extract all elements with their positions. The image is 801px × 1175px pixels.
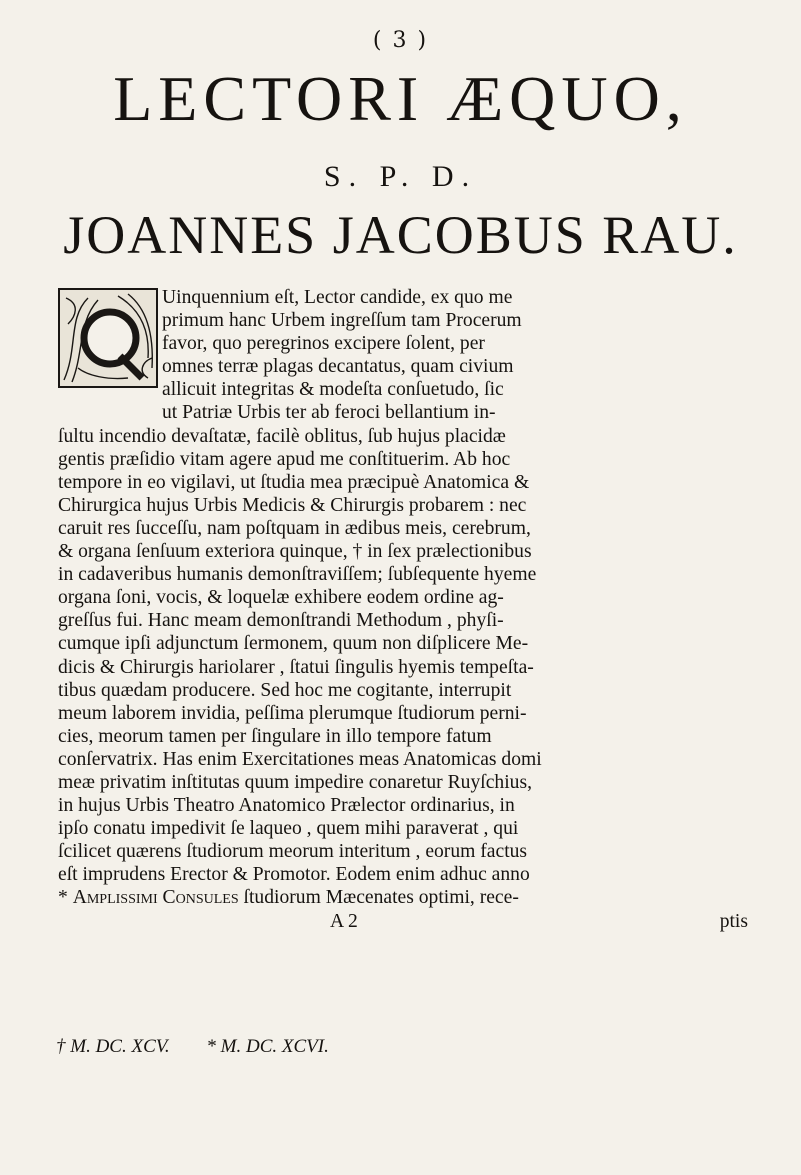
page-title: LECTORI ÆQUO,: [113, 63, 688, 134]
text-line: primum hanc Urbem ingreſſum tam Procerum: [162, 310, 522, 332]
page-number: ( 3 ): [372, 28, 429, 53]
text-line: in cadaveribus humanis demonſtraviſſem; ſubſequente hyeme: [58, 564, 537, 586]
signature-line: [58, 910, 748, 933]
text-line-rest: ſtudiorum Mæcenates optimi, rece-: [238, 887, 519, 909]
text-line: greſſus fui. Hanc meam demonſtrandi Methodum , phyſi-: [58, 610, 504, 632]
text-line: ſultu incendio devaſtatæ, facilè oblitus, ſub hujus placidæ: [58, 425, 506, 447]
footnote-2: * M. DC. XCVI.: [206, 1036, 329, 1057]
text-line: dicis & Chirurgis hariolarer , ſtatui ſingulis hyemis tempeſta-: [58, 656, 534, 678]
text-line: gentis præſidio vitam agere apud me conſtituerim. Ab hoc: [58, 448, 511, 470]
text-line: caruit res ſucceſſu, nam poſtquam in ædibus meis, cerebrum,: [58, 517, 531, 539]
consules-smallcaps: Amplissimi Consules: [72, 887, 239, 909]
footnote-marker: *: [58, 887, 73, 909]
text-line: cumque ipſi adjunctum ſermonem, quum non diſplicere Me-: [58, 633, 529, 655]
text-line: ſcilicet quærens ſtudiorum meorum interitum , eorum factus: [58, 841, 528, 863]
text-line: omnes terræ plagas decantatus, quam civium: [162, 356, 514, 378]
text-line: in hujus Urbis Theatro Anatomico Prælector ordinarius, in: [58, 795, 515, 817]
text-line: eſt imprudens Erector & Promotor. Eodem enim adhuc anno: [58, 864, 530, 886]
text-line: tibus quædam producere. Sed hoc me cogitante, interrupit: [58, 679, 512, 701]
text-line: conſervatrix. Has enim Exercitationes meas Anatomicas domi: [58, 748, 542, 770]
text-line-last: [58, 886, 748, 909]
catchword: ptis: [719, 910, 748, 932]
text-line: cies, meorum tamen per ſingulare in illo tempore fatum: [58, 725, 492, 747]
text-line: favor, quo peregrinos excipere ſolent, per: [162, 333, 485, 355]
salutation: S. P. D.: [323, 160, 478, 193]
text-line: tempore in eo vigilavi, ut ſtudia mea præcipuè Anatomica &: [58, 471, 530, 493]
text-line: allicuit integritas & modeſta conſuetudo, ſic: [162, 379, 504, 401]
signature-mark: A 2: [330, 910, 358, 932]
author-name: JOANNES JACOBUS RAU.: [63, 205, 738, 265]
footnotes: [56, 1036, 556, 1058]
text-line: Chirurgica hujus Urbis Medicis & Chirurgis probarem : nec: [58, 494, 527, 516]
body-text: [58, 286, 748, 933]
text-line: ipſo conatu impedivit ſe laqueo , quem mihi paraverat , qui: [58, 818, 519, 840]
text-line: meum laborem invidia, peſſima plerumque ſtudiorum perni-: [58, 702, 527, 724]
text-line: meæ privatim inſtitutas quum impedire conaretur Ruyſchius,: [58, 771, 532, 793]
footnote-1: † M. DC. XCV.: [56, 1036, 170, 1057]
text-line: organa ſoni, vocis, & loquelæ exhibere eodem ordine ag-: [58, 587, 504, 609]
text-line: Uinquennium eſt, Lector candide, ex quo me: [162, 287, 513, 308]
text-line: & organa ſenſuum exteriora quinque, † in ſex prælectionibus: [58, 541, 532, 563]
text-line: ut Patriæ Urbis ter ab feroci bellantium in-: [162, 402, 496, 424]
